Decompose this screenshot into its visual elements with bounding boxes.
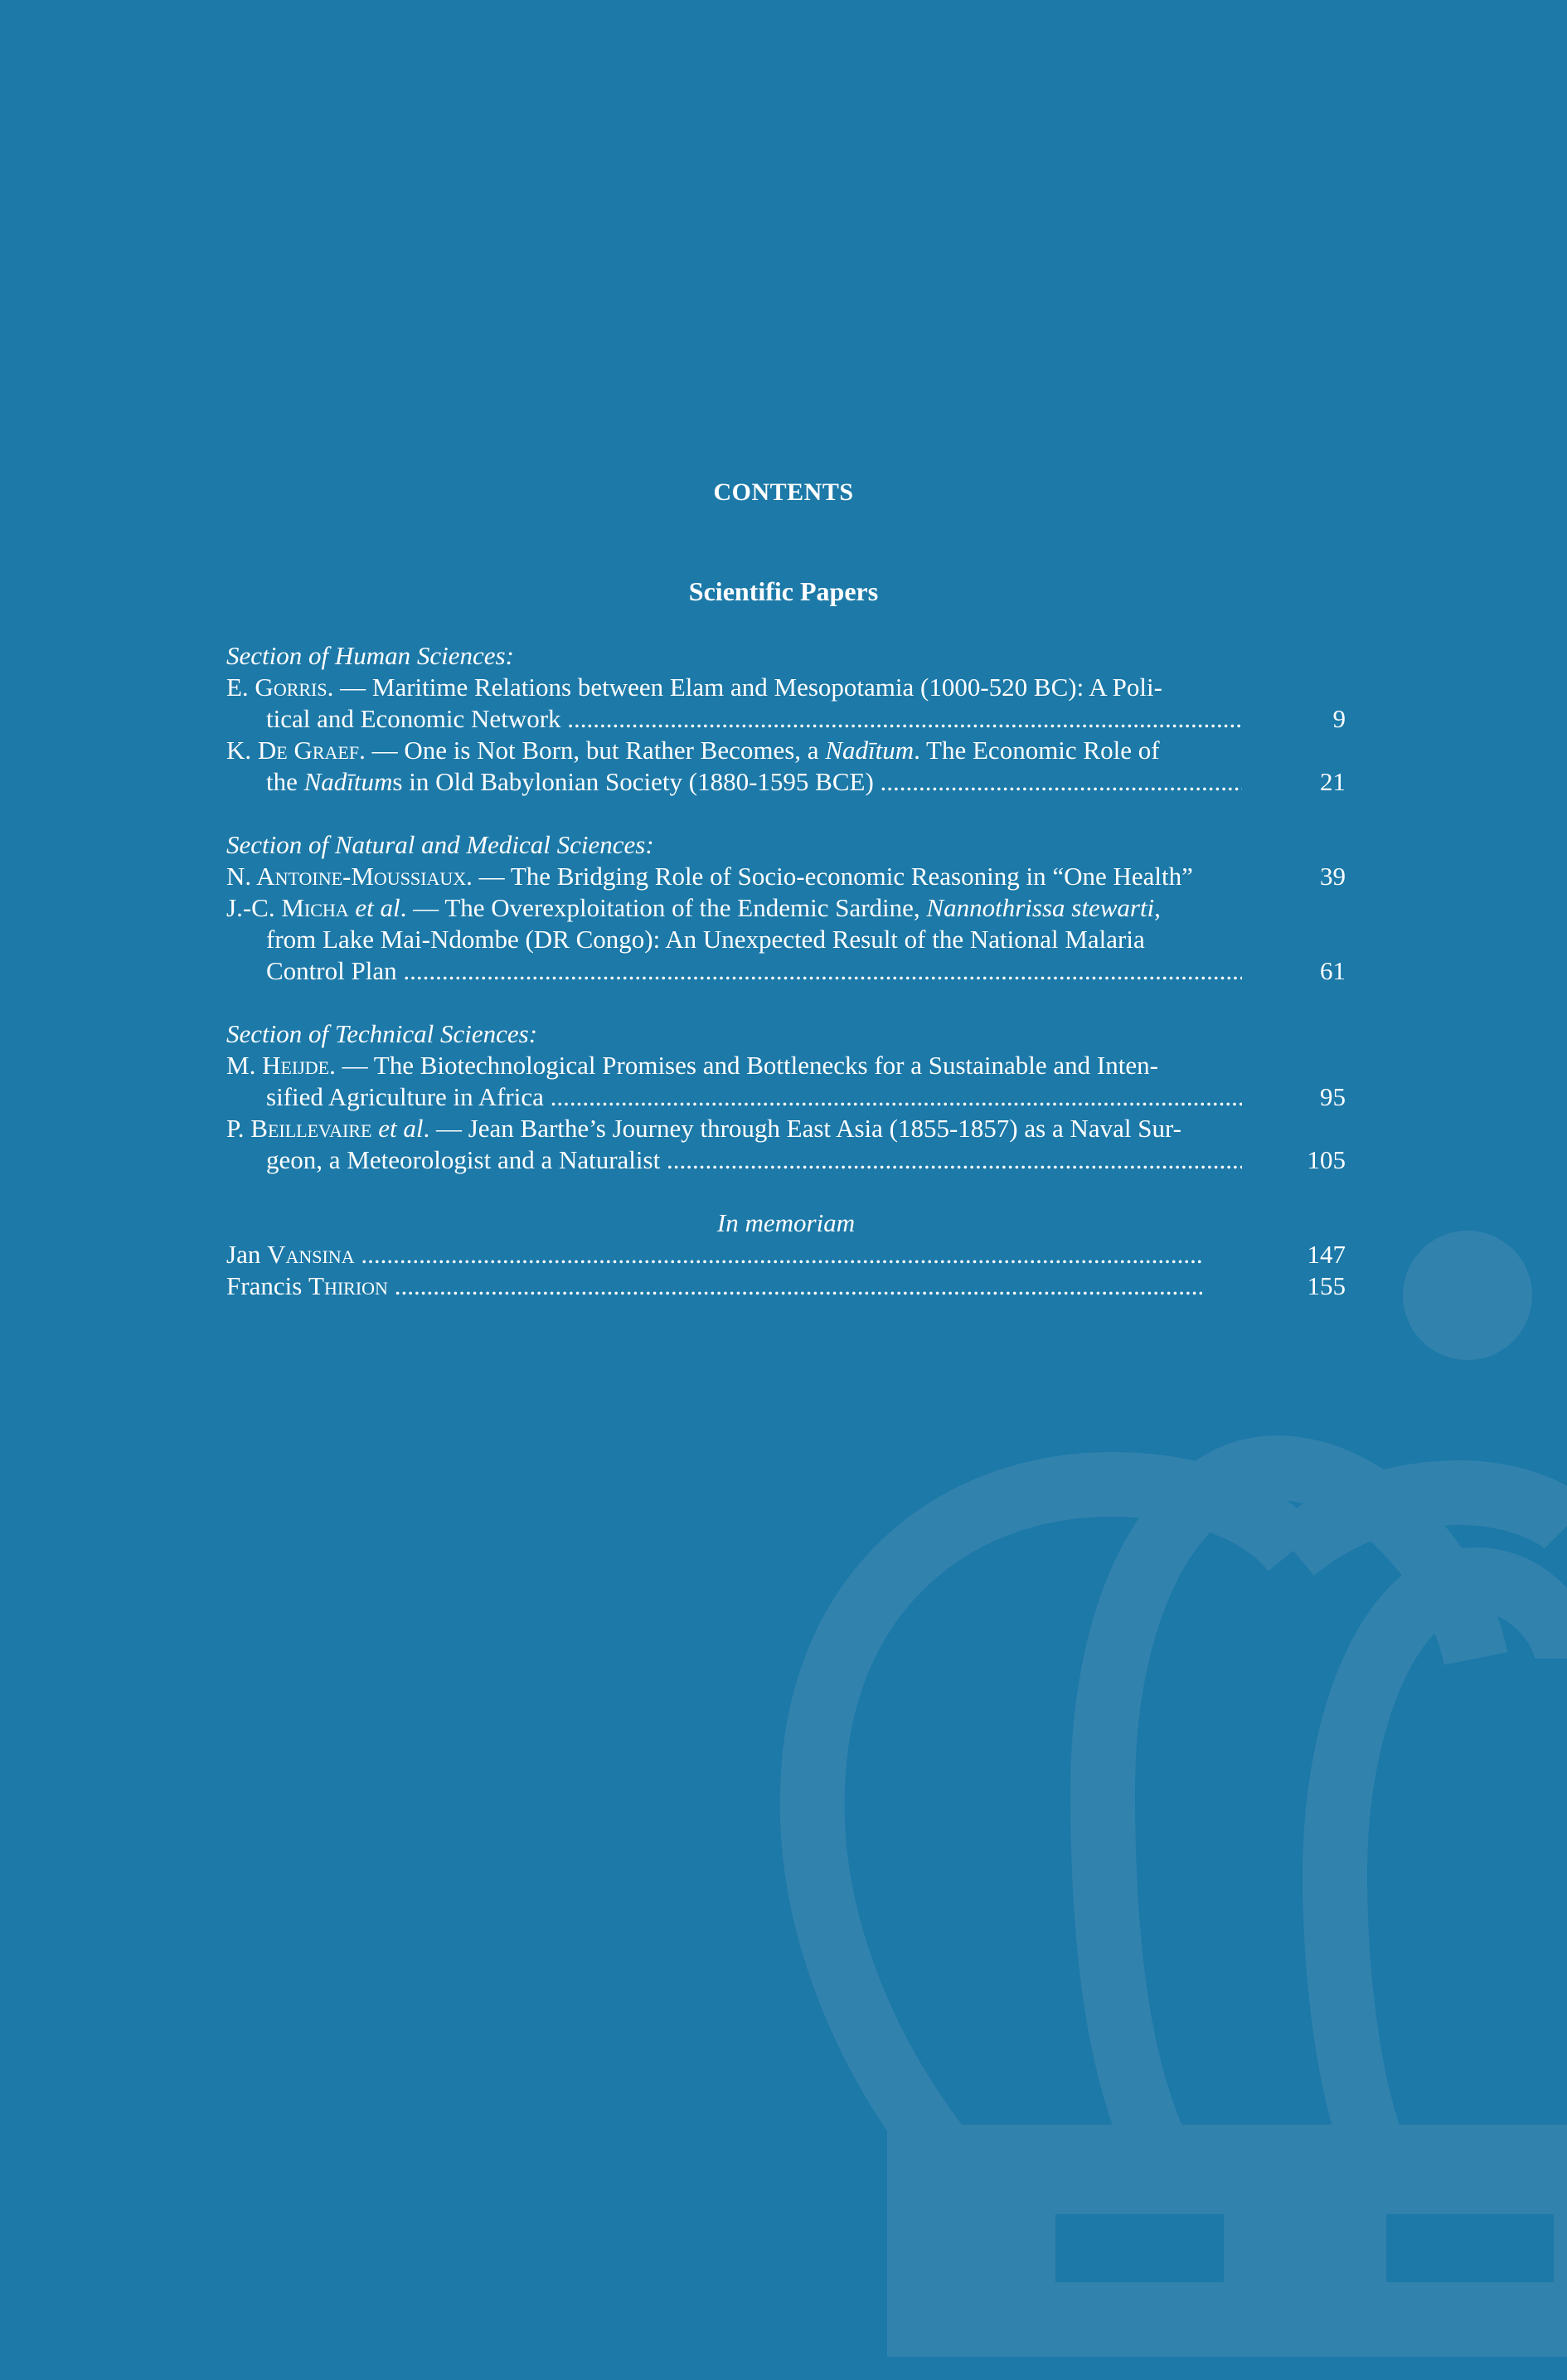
entry-title-italic: Nadītum [303,767,393,796]
entry-title: — One is Not Born, but Rather Becomes, a [365,736,826,765]
toc-entry-line [226,1050,1346,1081]
page-number: 39 [1320,862,1346,891]
toc-entry-line [226,735,1346,766]
toc-entry-line [226,861,1346,892]
toc-entry-line [226,1081,1242,1113]
entry-last-name: Vansina [267,1240,355,1269]
toc-entry-line [226,892,1346,924]
toc-entry-line [226,1144,1242,1176]
section-label-technical-sciences: Section of Technical Sciences: [226,1019,538,1048]
entry-title: s in Old Babylonian Society (1880-1595 BCE) [392,767,874,796]
section-heading-scientific-papers: Scientific Papers [688,576,879,606]
page-number: 9 [1332,704,1346,733]
section-label-natural-medical-sciences: Section of Natural and Medical Sciences: [226,830,654,859]
entry-et-al: et al [378,1114,424,1143]
page-number: 61 [1320,956,1346,985]
toc-entry-line [226,703,1242,735]
toc-entry-micha[interactable] [226,892,1346,987]
table-of-contents [226,640,1346,1302]
page-number: 95 [1320,1082,1346,1111]
entry-title: the [266,767,304,796]
toc-entry-line [226,766,1242,798]
toc-entry-de-graef[interactable] [226,735,1346,798]
entry-author: P. Beillevaire [226,1114,372,1143]
entry-title: — The Bridging Role of Socio-economic Reasoning in “One Health” [478,862,1193,891]
toc-entry-beillevaire[interactable] [226,1113,1346,1176]
page-number: 155 [1307,1271,1346,1300]
entry-author: N. Antoine-Moussiaux. [226,862,473,891]
toc-entry-line [226,1239,1202,1270]
page-number: 105 [1307,1145,1346,1174]
entry-first-name: Jan [226,1240,268,1269]
entry-title: sified Agriculture in Africa [266,1082,544,1111]
entry-et-al: et al [355,893,400,922]
entry-title: geon, a Meteorologist and a Naturalist [266,1145,661,1174]
toc-entry-antoine-moussiaux[interactable] [226,861,1346,892]
entry-author: K. De Graef. [226,736,366,765]
page-title: CONTENTS [713,478,854,506]
toc-entry-line [226,1113,1346,1144]
entry-title: . — The Overexploitation of the Endemic Sardine, [400,893,927,922]
entry-author: E. Gorris. [226,673,334,702]
entry-title: . — Jean Barthe’s Journey through East Asia (1855-1857) as a Naval Sur- [423,1114,1181,1143]
entry-title: tical and Economic Network [266,704,561,733]
toc-entry-line [226,924,1346,955]
entry-first-name: Francis [226,1271,309,1300]
toc-entry-thirion[interactable] [226,1270,1346,1302]
toc-entry-line [226,955,1242,987]
entry-last-name: Thirion [308,1271,388,1300]
toc-entry-line [226,672,1346,703]
page-number: 21 [1320,767,1346,796]
entry-title-italic: Nadītum [825,736,914,765]
entry-title: — The Biotechnological Promises and Bottlenecks for a Sustainable and Inten- [342,1051,1158,1080]
entry-title: — Maritime Relations between Elam and Mesopotamia (1000-520 BC): A Poli- [340,673,1162,702]
toc-entry-line [226,1270,1202,1302]
entry-title-italic: Nannothrissa stewarti [926,893,1155,922]
section-label-in-memoriam: In memoriam [716,1208,856,1237]
entry-title: , [1154,893,1161,922]
entry-title: . The Economic Role of [914,736,1160,765]
entry-title: from Lake Mai-Ndombe (DR Congo): An Unexpected Result of the National Malaria [266,925,1145,954]
page-number: 147 [1307,1240,1346,1269]
entry-author: M. Heijde. [226,1051,336,1080]
toc-entry-vansina[interactable] [226,1239,1346,1270]
toc-entry-heijde[interactable] [226,1050,1346,1113]
toc-entry-gorris[interactable] [226,672,1346,735]
entry-author: J.-C. Micha [226,893,349,922]
section-label-human-sciences: Section of Human Sciences: [226,641,514,670]
entry-title: Control Plan [266,956,397,985]
